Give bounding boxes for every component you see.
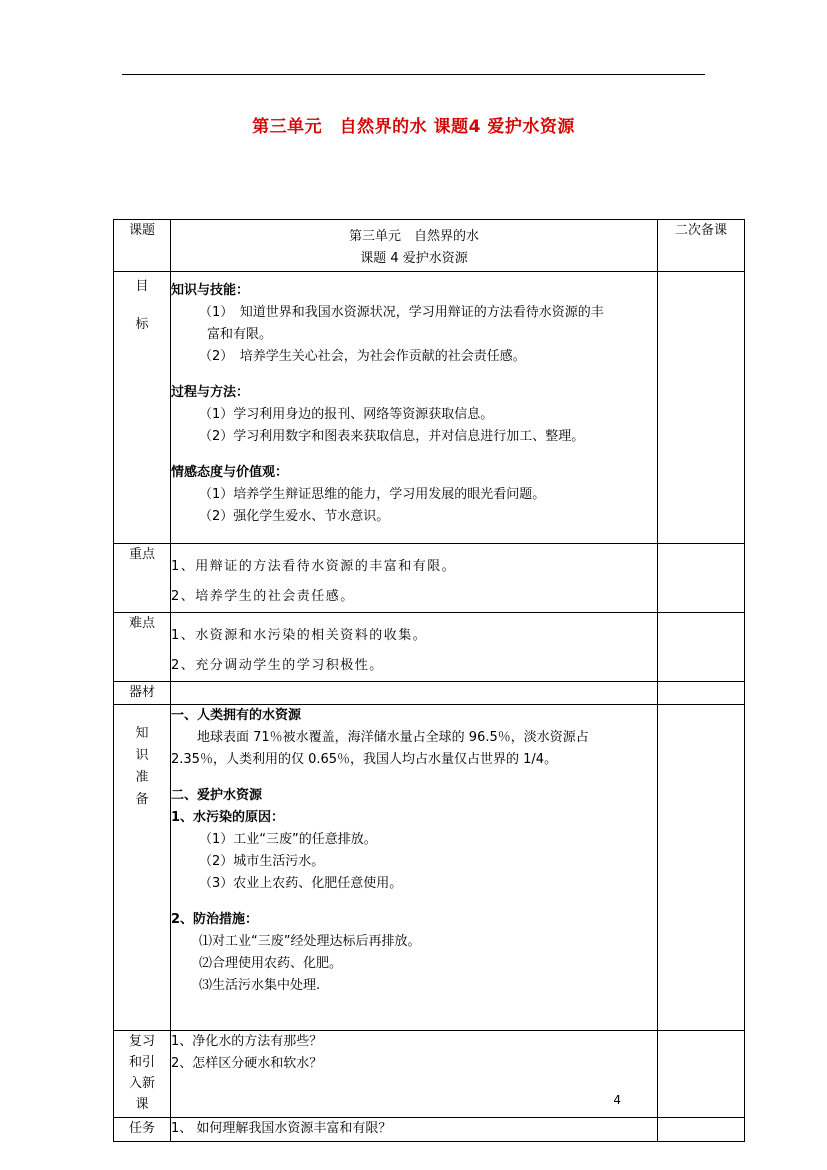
review-cell	[171, 1031, 658, 1118]
prep-label-char-4: 备	[135, 792, 149, 807]
prep-measure-3: ⑶生活污水集中处理.	[199, 978, 321, 993]
difficulties-label: 难点	[114, 613, 171, 682]
goal-knowledge-1b: 富和有限。	[207, 327, 273, 342]
row-review	[114, 1031, 745, 1118]
key-notes-cell	[658, 544, 745, 613]
task-notes-cell	[658, 1118, 745, 1142]
equipment-notes-cell	[658, 682, 745, 705]
goal-process-1: （1）学习利用身边的报刊、网络等资源获取信息。	[199, 407, 494, 422]
prep-measure-1: ⑴对工业“三废”经处理达标后再排放。	[199, 934, 421, 949]
task-label: 任务	[114, 1118, 171, 1142]
topic-line-1: 第三单元 自然界的水	[348, 229, 479, 244]
row-knowledge-prep	[114, 705, 745, 1031]
difficulty-2: 2、充分调动学生的学习积极性。	[171, 658, 384, 673]
goal-knowledge-2: （2） 培养学生关心社会，为社会作贡献的社会责任感。	[199, 349, 526, 364]
difficulty-1: 1、水资源和水污染的相关资料的收集。	[171, 628, 428, 643]
review-label-line-1: 复习	[128, 1034, 155, 1049]
topic-cell	[171, 220, 658, 272]
goals-notes-cell	[658, 272, 745, 544]
topic-label: 课题	[114, 220, 171, 272]
prep-label	[114, 705, 171, 1031]
prep-notes-cell	[658, 705, 745, 1031]
review-label-line-2: 和引	[128, 1055, 155, 1070]
prep-cause-1: （1）工业“三废”的任意排放。	[199, 832, 377, 847]
goals-cell	[171, 272, 658, 544]
review-label-line-3: 入新	[128, 1076, 155, 1091]
goals-heading-emotion: 情感态度与价值观：	[171, 465, 289, 480]
difficulties-cell	[171, 613, 658, 682]
goal-process-2: （2）学习利用数字和图表来获取信息，并对信息进行加工、整理。	[199, 429, 585, 444]
goals-label	[114, 272, 171, 544]
row-key-points	[114, 544, 745, 613]
difficulty-notes-cell	[658, 613, 745, 682]
secondary-prep-label: 二次备课	[658, 220, 745, 272]
key-point-1: 1、用辩证的方法看待水资源的丰富和有限。	[171, 559, 457, 574]
prep-label-char-2: 识	[135, 748, 149, 763]
prep-heading-causes: 1、水污染的原因：	[171, 810, 285, 825]
prep-heading-1: 一、人类拥有的水资源	[171, 708, 302, 723]
goal-emotion-2: （2）强化学生爱水、节水意识。	[199, 509, 390, 524]
equipment-cell	[171, 682, 658, 705]
task-cell	[171, 1118, 658, 1142]
row-difficulties	[114, 613, 745, 682]
task-question-1: 1、 如何理解我国水资源丰富和有限？	[171, 1121, 392, 1136]
review-label-line-4: 课	[135, 1097, 149, 1112]
prep-heading-measures: 2、防治措施：	[171, 912, 259, 927]
prep-label-char-1: 知	[135, 726, 149, 741]
goals-label-char-2: 标	[135, 317, 149, 332]
goal-knowledge-1a: （1） 知道世界和我国水资源状况，学习用辩证的方法看待水资源的丰	[199, 305, 604, 320]
key-point-2: 2、培养学生的社会责任感。	[171, 589, 355, 604]
review-notes-cell	[658, 1031, 745, 1118]
prep-label-char-3: 准	[135, 770, 149, 785]
review-label	[114, 1031, 171, 1118]
goals-heading-knowledge: 知识与技能：	[171, 283, 250, 298]
goals-heading-process: 过程与方法：	[171, 385, 250, 400]
key-points-cell	[171, 544, 658, 613]
topic-line-2: 课题 4 爱护水资源	[360, 251, 468, 266]
row-topic	[114, 220, 745, 272]
page-number: 4	[613, 1093, 621, 1107]
prep-cause-3: （3）农业上农药、化肥任意使用。	[199, 876, 403, 891]
row-task	[114, 1118, 745, 1142]
header-rule	[122, 74, 705, 75]
review-question-1: 1、净化水的方法有那些？	[171, 1034, 323, 1049]
goal-emotion-1: （1）培养学生辩证思维的能力，学习用发展的眼光看问题。	[199, 487, 546, 502]
prep-measure-2: ⑵合理使用农药、化肥。	[199, 956, 343, 971]
review-question-2: 2、怎样区分硬水和软水？	[171, 1056, 323, 1071]
goals-label-char-1: 目	[135, 279, 149, 294]
row-goals	[114, 272, 745, 544]
prep-cell	[171, 705, 658, 1031]
prep-cause-2: （2）城市生活污水。	[199, 854, 325, 869]
equipment-label: 器材	[114, 682, 171, 705]
prep-heading-2: 二、爱护水资源	[171, 788, 263, 803]
prep-para-1b: 2.35％，人类利用的仅 0.65％，我国人均占水量仅占世界的 1/4。	[171, 752, 558, 767]
row-equipment	[114, 682, 745, 705]
prep-para-1a: 地球表面 71％被水覆盖，海洋储水量占全球的 96.5％，淡水资源占	[197, 730, 589, 745]
key-points-label: 重点	[114, 544, 171, 613]
document-title: 第三单元 自然界的水 课题4 爱护水资源	[252, 117, 575, 137]
lesson-plan-table	[113, 219, 745, 1142]
